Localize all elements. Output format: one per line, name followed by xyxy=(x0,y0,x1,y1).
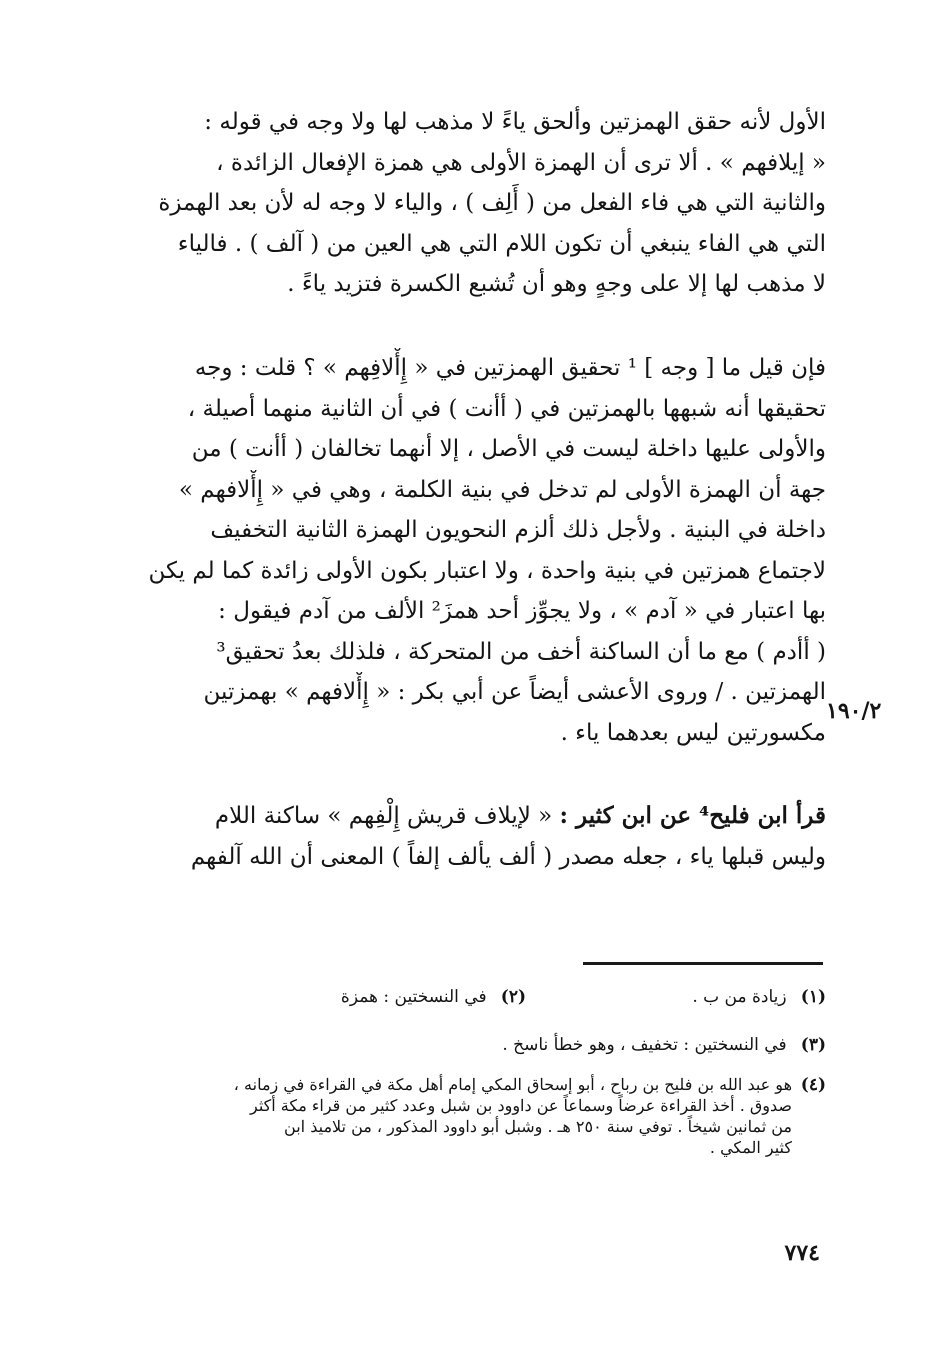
footnote-line: من ثمانين شيخاً . توفي سنة ٢٥٠ هـ . وشبل أبو داوود المذكور ، من تلاميذ ابن xyxy=(284,1117,792,1136)
paragraph-3-text: « لإيلاف قريش إِلْفِهم » ساكنة اللام xyxy=(214,803,560,829)
margin-page-reference: ١٩٠/٢ xyxy=(826,698,882,724)
paragraph-2-line: والأولى عليها داخلة ليست في الأصل ، إلا أنهما تخالفان ( أأنت ) من xyxy=(191,436,826,462)
paragraph-1-line: والثانية التي هي فاء الفعل من ( أَلِف ) ، والياء لا وجه له لأن بعد الهمزة xyxy=(158,190,826,216)
footnote-4 xyxy=(120,1074,826,1157)
footnote-text: في النسختين : همزة xyxy=(340,987,487,1007)
paragraph-2-line: فإن قيل ما [ وجه ] ¹ تحقيق الهمزتين في « إِأْلافِهم » ؟ قلت : وجه xyxy=(194,355,826,381)
footnote-text xyxy=(132,1074,792,1158)
footnote-line: هو عبد الله بن فليح بن رباح ، أبو إسحاق المكي إمام أهل مكة في القراءة في زمانه ، xyxy=(233,1075,792,1094)
footnote-number: (٤) xyxy=(800,1075,826,1095)
paragraph-1-line: لا مذهب لها إلا على وجهٍ وهو أن تُشبع الكسرة فتزيد ياءً . xyxy=(287,271,826,297)
footnote-2 xyxy=(341,986,526,1008)
paragraph-1 xyxy=(120,102,826,305)
paragraph-3-line xyxy=(120,837,826,878)
paragraph-3-text: وليس قبلها ياء ، جعله مصدر ( ألف يألف إلفاً ) المعنى أن الله آلفهم xyxy=(190,843,826,870)
page-number: ٧٧٤ xyxy=(784,1240,820,1266)
footnote-1 xyxy=(692,986,826,1008)
paragraph-2-line: داخلة في البنية . ولأجل ذلك ألزم النحويون الهمزة الثانية التخفيف xyxy=(210,517,826,543)
paragraph-2-line: بها اعتبار في « آدم » ، ولا يجوِّز أحد همزَ² الألف من آدم فيقول : xyxy=(218,598,826,624)
footnote-separator xyxy=(583,962,823,965)
paragraph-1-line: التي هي الفاء ينبغي أن تكون اللام التي هي العين من ( آلف ) . فالياء xyxy=(177,230,826,257)
paragraph-1-line: الأول لأنه حقق الهمزتين وألحق ياءً لا مذهب لها ولا وجه في قوله : xyxy=(204,109,826,135)
paragraph-2-line: ( أأدم ) مع ما أن الساكنة أخف من المتحركة ، فلذلك بعدُ تحقيق³ xyxy=(216,638,826,665)
footnote-number: (١) xyxy=(800,987,826,1007)
footnote-row xyxy=(120,986,826,1012)
footnote-line: كثير المكي . xyxy=(709,1138,792,1157)
footnote-text: في النسختين : تخفيف ، وهو خطأ ناسخ . xyxy=(502,1035,787,1055)
paragraph-2 xyxy=(120,348,826,753)
paragraph-1-line: « إيلافهم » . ألا ترى أن الهمزة الأولى هي همزة الإفعال الزائدة ، xyxy=(216,149,826,176)
paragraph-2-line: لاجتماع همزتين في بنية واحدة ، ولا اعتبار بكون الأولى زائدة كما لم يكن xyxy=(148,557,826,584)
paragraph-2-line: تحقيقها أنه شبهها بالهمزتين في ( أأنت ) في أن الثانية منهما أصيلة ، xyxy=(187,395,826,422)
paragraph-2-line: مكسورتين ليس بعدهما ياء . xyxy=(560,719,826,746)
paragraph-2-line: الهمزتين . / وروى الأعشى أيضاً عن أبي بكر : « إِأْلافهم » بهمزتين xyxy=(203,679,826,705)
paragraph-3-line xyxy=(120,796,826,837)
footnote-number: (٣) xyxy=(800,1035,826,1055)
footnote-text: زيادة من ب . xyxy=(692,987,787,1007)
footnote-3 xyxy=(120,1034,826,1056)
paragraph-2-line: جهة أن الهمزة الأولى لم تدخل في بنية الكلمة ، وهي في « إِأْلافهم » xyxy=(178,476,826,503)
reading-attribution: قرأ ابن فليح⁴ عن ابن كثير : xyxy=(559,802,826,829)
paragraph-3 xyxy=(120,796,826,877)
footnote-number: (٢) xyxy=(500,987,526,1007)
footnote-line: صدوق . أخذ القراءة عرضاً وسماعاً عن داوود بن شبل وعدد كثير من قراء مكة أكثر xyxy=(250,1096,792,1115)
